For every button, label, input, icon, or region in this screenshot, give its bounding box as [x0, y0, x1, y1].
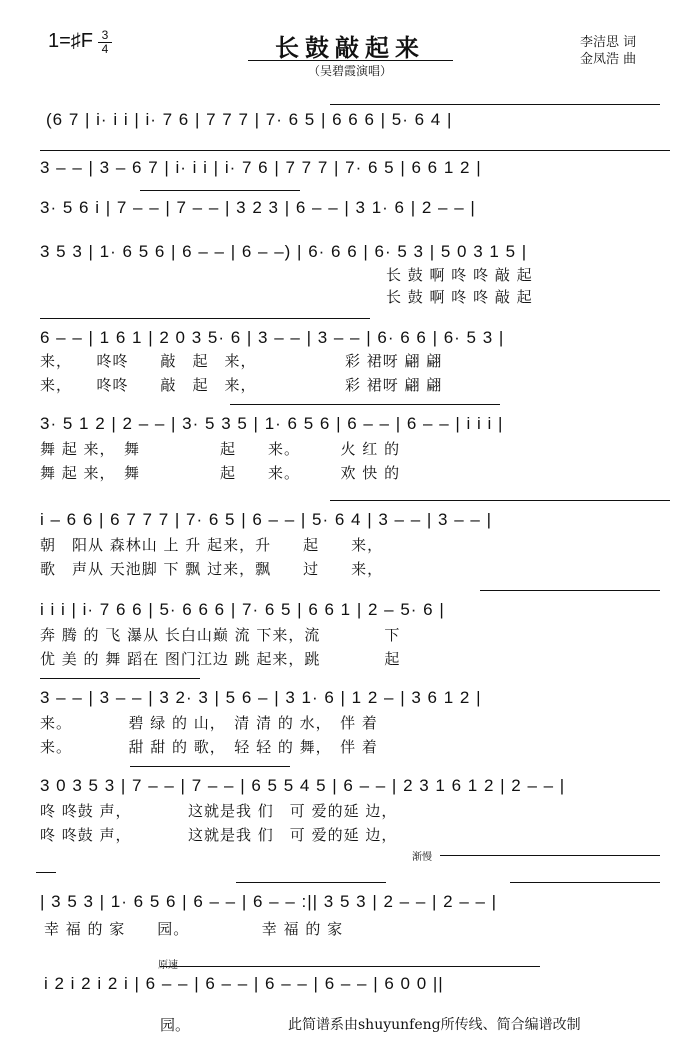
slur [40, 318, 370, 319]
notation-row-2: 3 – – | 3 – 6 7 | i· i i | i· 7 6 | 7 7 7 | 7· 6 5 | 6 6 1 2 | [40, 158, 482, 177]
notation-row-5: 6 – – | 1 6 1 | 2 0 3 5· 6 | 3 – – | 3 – – | 6· 6 6 | 6· 5 3 | [40, 328, 505, 347]
notation-row-9: 3 – – | 3 – – | 3 2· 3 | 5 6 – | 3 1· 6 | 1 2 – | 3 6 1 2 | [40, 688, 482, 707]
slur [330, 104, 660, 105]
lyric-verse-1-row-9: 来。 碧 绿 的 山， 清 清 的 水， 伴 着 [40, 714, 378, 732]
notation-row-11: | 3 5 3 | 1· 6 5 6 | 6 – – | 6 – – :|| 3 5 3 | 2 – – | 2 – – | [40, 892, 498, 911]
tempo-marking-a-tempo: 原速 [158, 960, 178, 971]
lyric-verse-2-row-8: 优 美 的 舞 蹈在 图门江边 跳 起来，跳 起 [40, 650, 401, 668]
slur [40, 150, 670, 151]
lyric-verse-2-row-6: 舞 起 来， 舞 起 来。 欢 快 的 [40, 464, 401, 482]
time-signature [98, 30, 112, 55]
lyric-verse-2-row-7: 歌 声从 天池脚 下 飘 过来，飘 过 来， [40, 560, 384, 578]
lyric-verse-1-row-7: 朝 阳从 森林山 上 升 起来，升 起 来， [40, 536, 384, 554]
slur [480, 590, 660, 591]
notation-row-8: i i i | i· 7 6 6 | 5· 6 6 6 | 7· 6 5 | 6 6 1 | 2 – 5· 6 | [40, 600, 445, 619]
slur [330, 500, 670, 501]
lyric-verse-1-row-8: 奔 腾 的 飞 瀑从 长白山巅 流 下来，流 下 [40, 626, 401, 644]
notation-row-12: i 2 i 2 i 2 i | 6 – – | 6 – – | 6 – – | 6 – – | 6 0 0 || [44, 974, 444, 993]
lyric-verse-1-row-4: 长 鼓 啊 咚 咚 敲 起 [386, 266, 533, 284]
lyric-verse-1-row-6: 舞 起 来， 舞 起 来。 火 红 的 [40, 440, 401, 458]
source-note: 此简谱系由shuyunfeng所传线、简合编谱改制 [288, 1017, 581, 1033]
tie [236, 882, 386, 883]
tie [40, 678, 200, 679]
volta-start [36, 872, 56, 873]
lyric-verse-1-row-10: 咚 咚鼓 声， 这就是我 们 可 爱的延 边， [40, 802, 398, 820]
lyricist: 李洁思 词 [580, 35, 637, 50]
composer: 金凤浩 曲 [580, 52, 637, 67]
lyric-row-12: 园。 [160, 1016, 191, 1034]
title-underline [248, 60, 453, 61]
key-signature: 1=♯F [48, 30, 94, 52]
lyric-verse-2-row-4: 长 鼓 啊 咚 咚 敲 起 [386, 288, 533, 306]
lyric-verse-2-row-9: 来。 甜 甜 的 歌， 轻 轻 的 舞， 伴 着 [40, 738, 378, 756]
tie [160, 966, 540, 967]
lyric-verse-2-row-5: 来， 咚咚 敲 起 来， 彩 裙呀 翩 翩 [40, 376, 443, 394]
tie [140, 190, 300, 191]
notation-row-10: 3 0 3 5 3 | 7 – – | 7 – – | 6 5 5 4 5 | 6 – – | 2 3 1 6 1 2 | 2 – – | [40, 776, 566, 795]
meter-bottom: 4 [101, 42, 109, 56]
slur [230, 404, 500, 405]
lyric-row-11: 幸 福 的 家 园。 幸 福 的 家 [44, 920, 344, 938]
lyric-verse-2-row-10: 咚 咚鼓 声， 这就是我 们 可 爱的延 边， [40, 826, 398, 844]
notation-row-6: 3· 5 1 2 | 2 – – | 3· 5 3 5 | 1· 6 5 6 | 6 – – | 6 – – | i i i | [40, 414, 504, 433]
tempo-marking-ritardando: 渐慢 [412, 852, 432, 863]
notation-row-4: 3 5 3 | 1· 6 5 6 | 6 – – | 6 – –) | 6· 6 6 | 6· 5 3 | 5 0 3 1 5 | [40, 242, 528, 261]
tie [130, 766, 290, 767]
notation-row-7: i – 6 6 | 6 7 7 7 | 7· 6 5 | 6 – – | 5· 6 4 | 3 – – | 3 – – | [40, 510, 492, 529]
notation-row-3: 3· 5 6 i | 7 – – | 7 – – | 3 2 3 | 6 – – | 3 1· 6 | 2 – – | [40, 198, 476, 217]
meter-top: 3 [101, 28, 109, 42]
singer-note: （吴碧霞演唱） [307, 64, 392, 78]
notation-row-1: (6 7 | i· i i | i· 7 6 | 7 7 7 | 7· 6 5 | 6 6 6 | 5· 6 4 | [46, 110, 453, 129]
tie [510, 882, 660, 883]
lyric-verse-1-row-5: 来， 咚咚 敲 起 来， 彩 裙呀 翩 翩 [40, 352, 443, 370]
ritardando-line [440, 855, 660, 856]
song-title: 长鼓敲起来 [275, 33, 425, 62]
credits [580, 34, 636, 68]
